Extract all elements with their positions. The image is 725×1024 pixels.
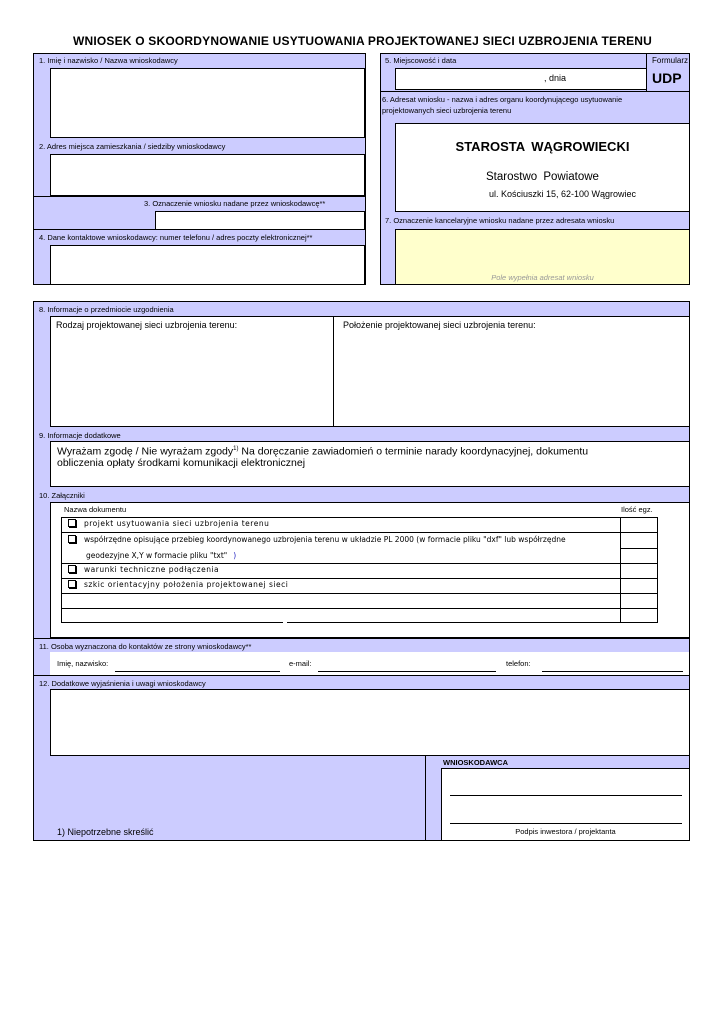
form-divider [646, 53, 647, 91]
contact-label: 4. Dane kontaktowe wnioskodawcy: numer telefonu / adres poczty elektronicznej** [39, 233, 313, 242]
contact-phone-input[interactable] [542, 671, 683, 672]
subject-type-field[interactable] [50, 316, 334, 427]
footnote: 1) Niepotrzebne skreślić [57, 827, 154, 837]
place-date-field[interactable] [395, 68, 647, 90]
contact-person-label: 11. Osoba wyznaczona do kontaktów ze strony wnioskodawcy** [39, 642, 252, 651]
form-label: Formularz [652, 56, 689, 65]
attachments-row-line [61, 563, 658, 564]
attachments-row-line [61, 578, 658, 579]
divider [33, 229, 155, 230]
applicant-address-field[interactable] [50, 154, 365, 196]
addressee-label: 6. Adresat wniosku - nazwa i adres organu koordynującego usytuowanie projektowanych sieci uzbrojenia terenu [382, 95, 623, 115]
attachments-row-line [61, 532, 658, 533]
attachments-row-line [620, 548, 658, 549]
page-title: WNIOSEK O SKOORDYNOWANIE USYTUOWANIA PROJEKTOWANEJ SIECI UZBROJENIA TERENU [72, 34, 653, 48]
contact-field[interactable] [50, 245, 365, 285]
remarks-field[interactable] [50, 689, 690, 756]
signature-caption: Podpis inwestora / projektanta [515, 827, 616, 836]
attachments-label: 10. Załączniki [39, 491, 85, 500]
attachments-col-name: Nazwa dokumentu [64, 505, 127, 514]
attachment-item-label: projekt usytuowania sieci uzbrojenia terenu [84, 519, 270, 528]
attachment-item [68, 535, 566, 544]
addressee-office: Starostwo Powiatowe [486, 171, 599, 183]
contact-email-label: e-mail: [289, 659, 312, 668]
attachment-item-label: warunki techniczne podłączenia [84, 565, 220, 574]
checkbox-icon[interactable] [68, 535, 76, 543]
attachments-row-line [61, 593, 658, 594]
divider [33, 638, 690, 639]
chancellery-label: 7. Oznaczenie kancelaryjne wniosku nadane przez adresata wniosku [385, 216, 615, 225]
attachment-item [68, 580, 288, 589]
subject-type-label: Rodzaj projektowanej sieci uzbrojenia terenu: [56, 320, 238, 330]
attachments-row-line [61, 622, 283, 623]
signature-line [450, 795, 682, 796]
attachment-item [68, 565, 219, 574]
attachments-row-line [61, 608, 658, 609]
chancellery-note: Pole wypełnia adresat wniosku [491, 273, 594, 282]
additional-label: 9. Informacje dodatkowe [39, 431, 121, 440]
attachments-row-line [287, 622, 658, 623]
subject-location-field[interactable] [333, 316, 690, 427]
contact-name-label: Imię, nazwisko: [57, 659, 109, 668]
attachment-item-label: współrzędne opisujące przebieg koordynowanego uzbrojenia terenu w układzie PL 2000 (w formacie pliku "dxf" lub współrzędne [84, 535, 566, 544]
remarks-label: 12. Dodatkowe wyjaśnienia i uwagi wnioskodawcy [39, 679, 206, 688]
consent-option[interactable]: Wyrażam zgodę / Nie wyrażam zgody [57, 445, 234, 458]
consent-line2: obliczenia opłaty środkami komunikacji elektronicznej [57, 457, 306, 469]
attachment-item-label: geodezyjne X,Y w formacie pliku "txt" [86, 551, 228, 560]
applicant-name-field[interactable] [50, 68, 365, 138]
form-code: UDP [652, 70, 682, 86]
checkbox-icon[interactable] [68, 580, 76, 588]
divider [380, 91, 690, 92]
footer-divider [425, 756, 426, 841]
contact-email-input[interactable] [318, 671, 496, 672]
attachment-item-label: szkic orientacyjny położenia projektowanej sieci [84, 580, 289, 589]
place-date-label: 5. Miejscowość i data [385, 56, 457, 65]
addressee-street: ul. Kościuszki 15, 62-100 Wągrowiec [488, 189, 637, 199]
divider [33, 196, 366, 197]
consent-rest: Na doręczanie zawiadomień o terminie narady koordynacyjnej, dokumentu [238, 445, 589, 458]
designation-label: 3. Oznaczenie wniosku nadane przez wnioskodawcę** [144, 199, 326, 208]
contact-name-input[interactable] [115, 671, 280, 672]
checkbox-icon[interactable] [68, 519, 76, 527]
consent-footnote: 1) [233, 446, 239, 452]
footer-applicant-label: WNIOSKODAWCA [443, 758, 508, 767]
applicant-address-label: 2. Adres miejsca zamieszkania / siedziby wnioskodawcy [39, 142, 226, 151]
attachments-col-qty: Ilość egz. [621, 505, 653, 514]
designation-field[interactable] [155, 211, 365, 230]
signature-line [450, 823, 682, 824]
subject-label: 8. Informacje o przedmiocie uzgodnienia [39, 305, 174, 314]
attachment-paren: ) [233, 551, 237, 560]
attachment-item-continuation [86, 551, 236, 560]
subject-location-label: Położenie projektowanej sieci uzbrojenia terenu: [343, 320, 536, 330]
checkbox-icon[interactable] [68, 565, 76, 573]
applicant-name-label: 1. Imię i nazwisko / Nazwa wnioskodawcy [39, 56, 178, 65]
divider [33, 675, 690, 676]
contact-phone-label: telefon: [506, 659, 531, 668]
addressee-name: STAROSTA WĄGROWIECKI [455, 139, 630, 154]
dnia-label: , dnia [544, 73, 567, 83]
attachment-item [68, 519, 269, 528]
